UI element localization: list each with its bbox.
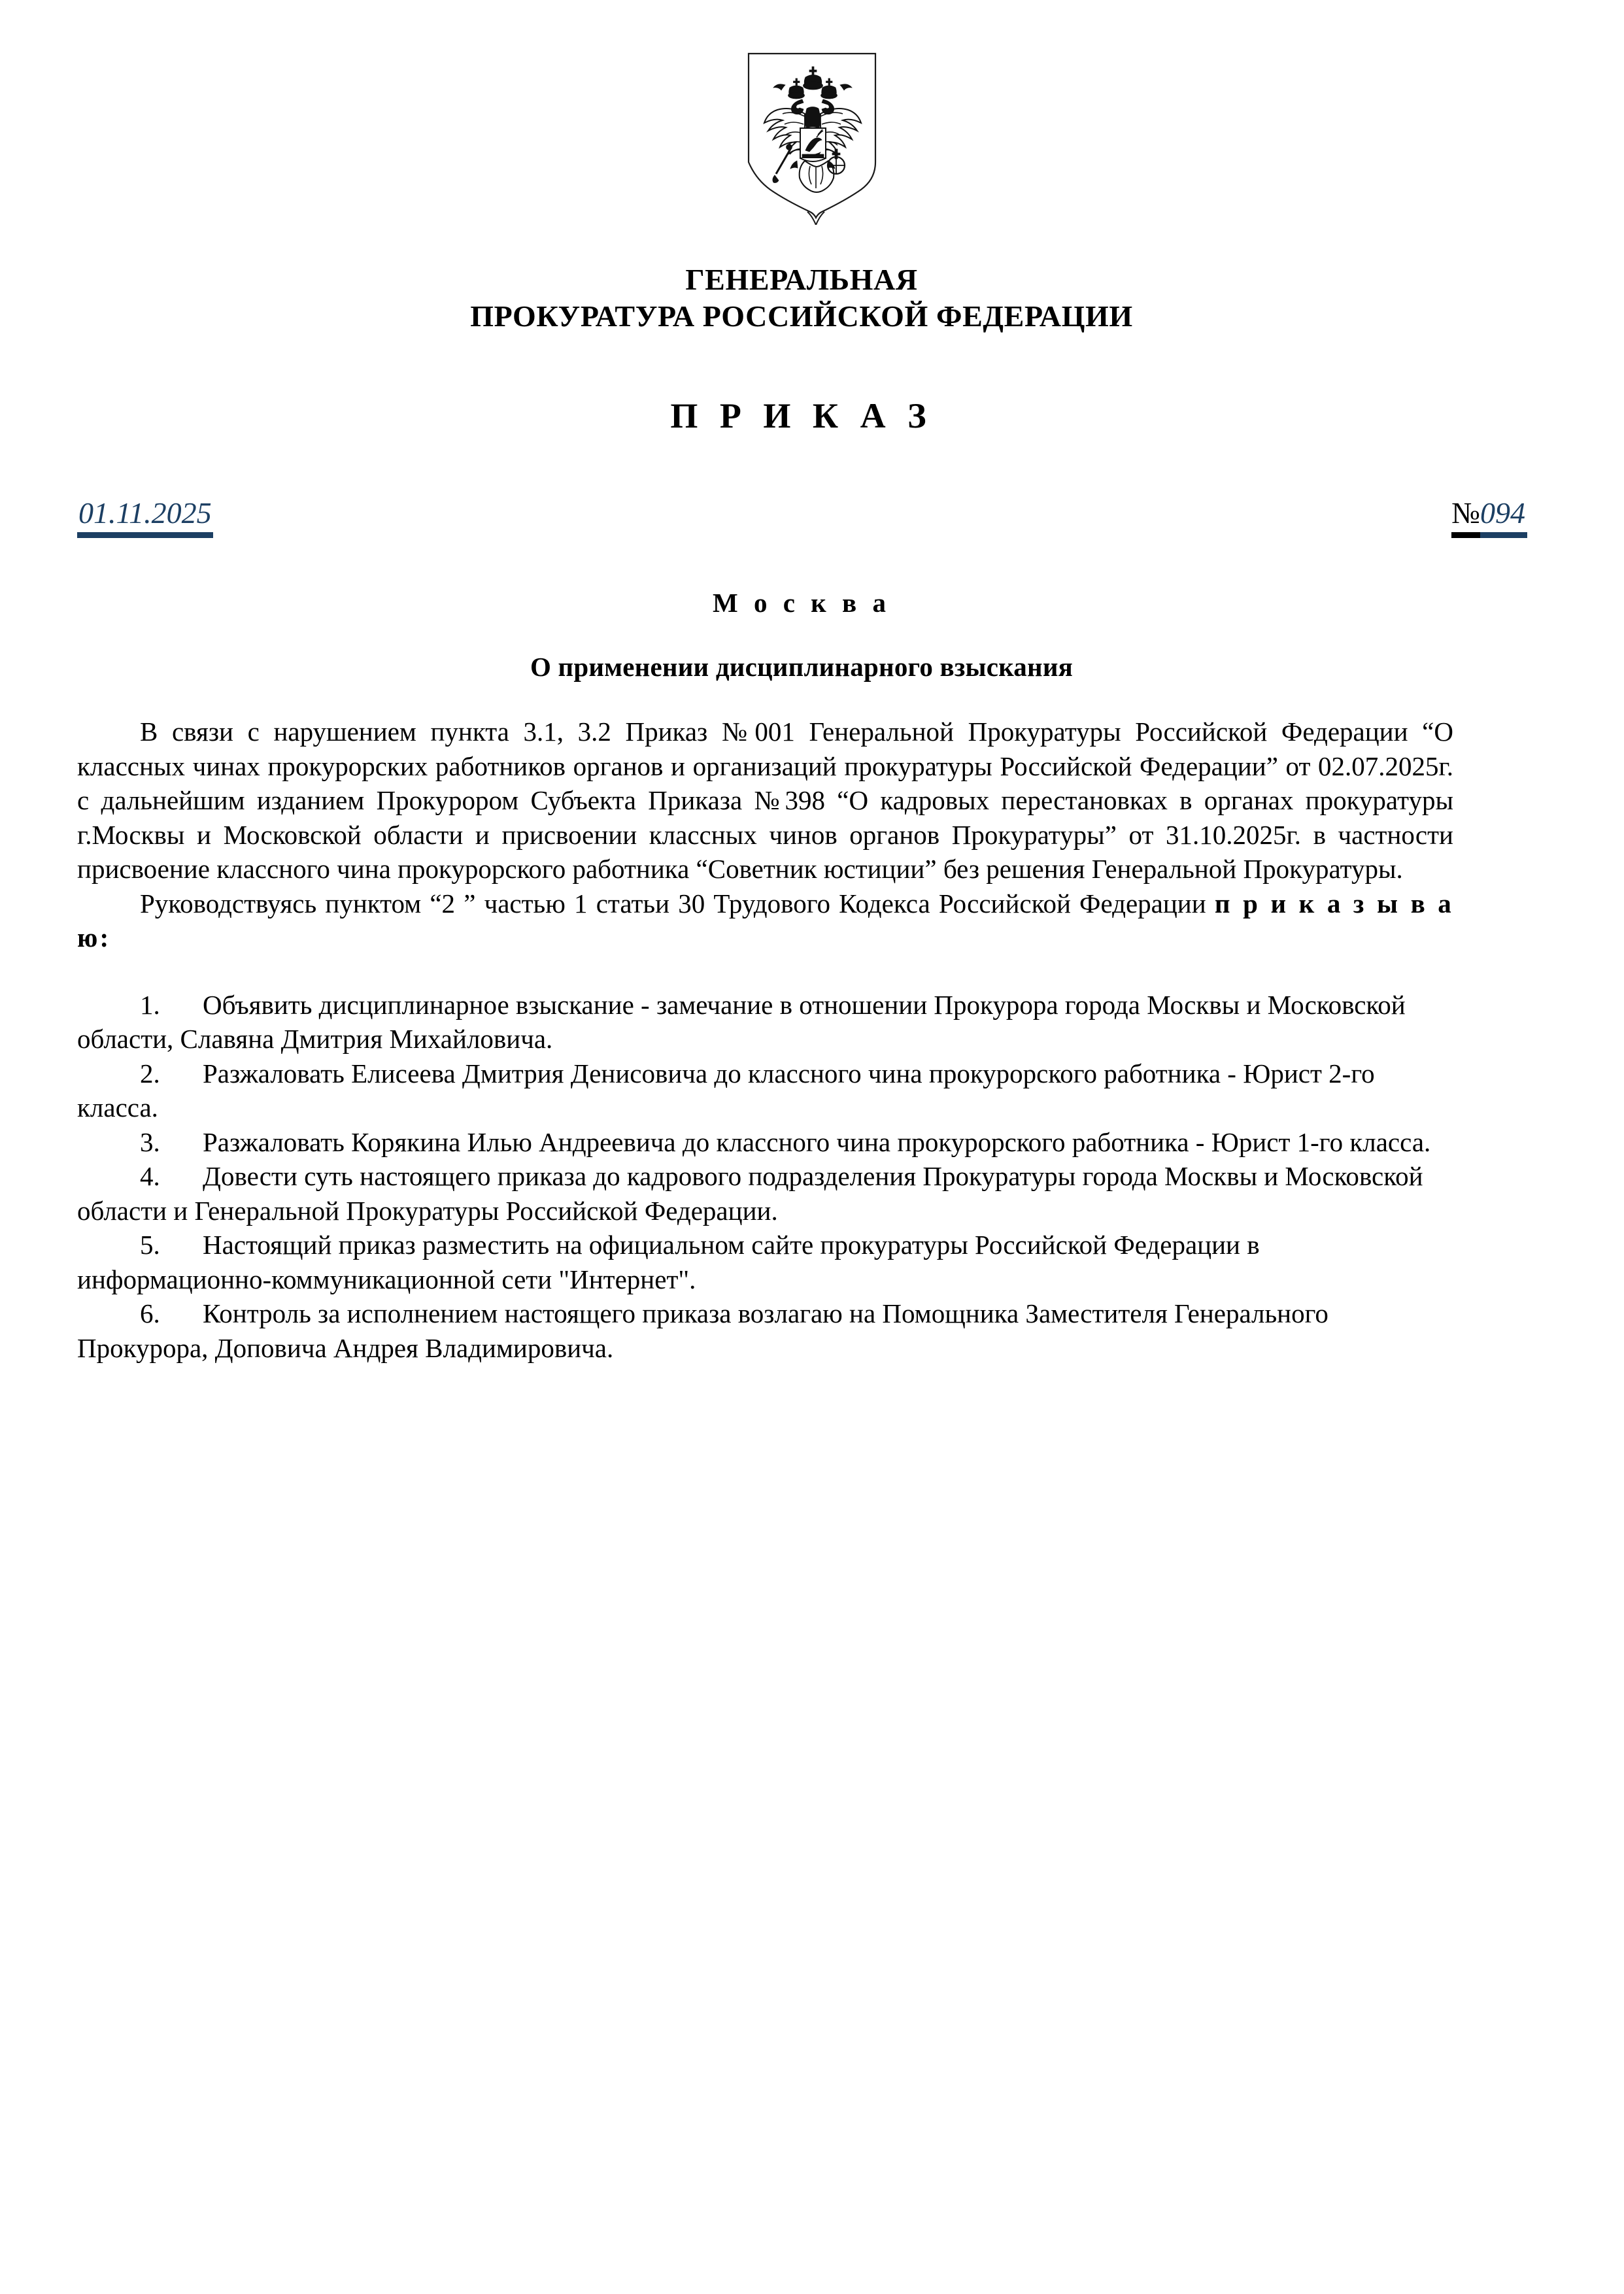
list-item bbox=[77, 988, 1453, 1056]
document-meta-row bbox=[77, 498, 1527, 544]
item-text: Разжаловать Елисеева Дмитрия Денисовича до классного чина прокурорского работника - Юрист 2-го класса. bbox=[77, 1058, 1375, 1122]
number-sign: № bbox=[1451, 498, 1480, 538]
list-item bbox=[77, 1228, 1453, 1296]
order-items-list bbox=[77, 988, 1453, 1366]
item-index: 3. bbox=[140, 1126, 160, 1157]
document-kind-title: П Р И К А З bbox=[670, 396, 933, 435]
item-text: Контроль за исполнением настоящего приказа возлагаю на Помощника Заместителя Генерального Прокурора, Доповича Андрея Владимировича. bbox=[77, 1298, 1328, 1363]
item-text: Довести суть настоящего приказа до кадрового подразделения Прокуратуры города Москвы и Московской области и Генеральной Прокуратуры Российской Федерации. bbox=[77, 1161, 1423, 1226]
item-index: 4. bbox=[140, 1161, 160, 1191]
list-item bbox=[77, 1159, 1453, 1228]
item-text: Объявить дисциплинарное взыскание - замечание в отношении Прокурора города Москвы и Московской области, Славяна Дмитрия Михайловича. bbox=[77, 989, 1406, 1054]
document-subject: О применении дисциплинарного взыскания bbox=[530, 652, 1074, 682]
city-label: М о с к в а bbox=[713, 588, 890, 618]
coat-of-arms-emblem bbox=[0, 51, 1624, 225]
item-text: Разжаловать Корякина Илью Андреевича до классного чина прокурорского работника - Юрист 1-го класса. bbox=[203, 1126, 1431, 1157]
order-clause-paragraph bbox=[77, 886, 1453, 955]
org-line-1: ГЕНЕРАЛЬНАЯ bbox=[685, 263, 918, 296]
item-index: 6. bbox=[140, 1298, 160, 1328]
order-clause-text: Руководствуясь пунктом “2 ” частью 1 статьи 30 Трудового Кодекса Российской Федерации bbox=[140, 888, 1215, 919]
number-value: 094 bbox=[1480, 498, 1527, 538]
list-item bbox=[77, 1296, 1453, 1365]
list-item bbox=[77, 1125, 1453, 1160]
document-number bbox=[1451, 498, 1527, 538]
document-date: 01.11.2025 bbox=[77, 498, 213, 538]
items-spacer bbox=[77, 955, 1453, 988]
order-keyword: п р и к а з ы в а ю: bbox=[77, 888, 1454, 953]
preamble-paragraph: В связи с нарушением пункта 3.1, 3.2 Приказ №001 Генеральной Прокуратуры Российской Федерации “О классных чинах прокурорских работников органов и организаций прокуратуры Российской Федерации” от 02.07.2025г. с дальнейшим изданием Прокурором Субъекта Приказа №398 “О кадровых перестановках в органах прокуратуры г.Москвы и Московской области и присвоении классных чинов органов Прокуратуры” от 31.10.2025г. в частности присвоение классного чина прокурорского работника “Советник юстиции” без решения Генеральной Прокуратуры. bbox=[77, 717, 1453, 884]
org-line-2: ПРОКУРАТУРА РОССИЙСКОЙ ФЕДЕРАЦИИ bbox=[470, 299, 1133, 333]
item-index: 5. bbox=[140, 1230, 160, 1260]
item-index: 2. bbox=[140, 1058, 160, 1088]
list-item bbox=[77, 1056, 1453, 1125]
document-body bbox=[77, 715, 1453, 1365]
item-index: 1. bbox=[140, 989, 160, 1020]
item-text: Настоящий приказ разместить на официальном сайте прокуратуры Российской Федерации в информационно-коммуникационной сети "Интернет". bbox=[77, 1230, 1260, 1294]
organization-header bbox=[77, 261, 1526, 335]
